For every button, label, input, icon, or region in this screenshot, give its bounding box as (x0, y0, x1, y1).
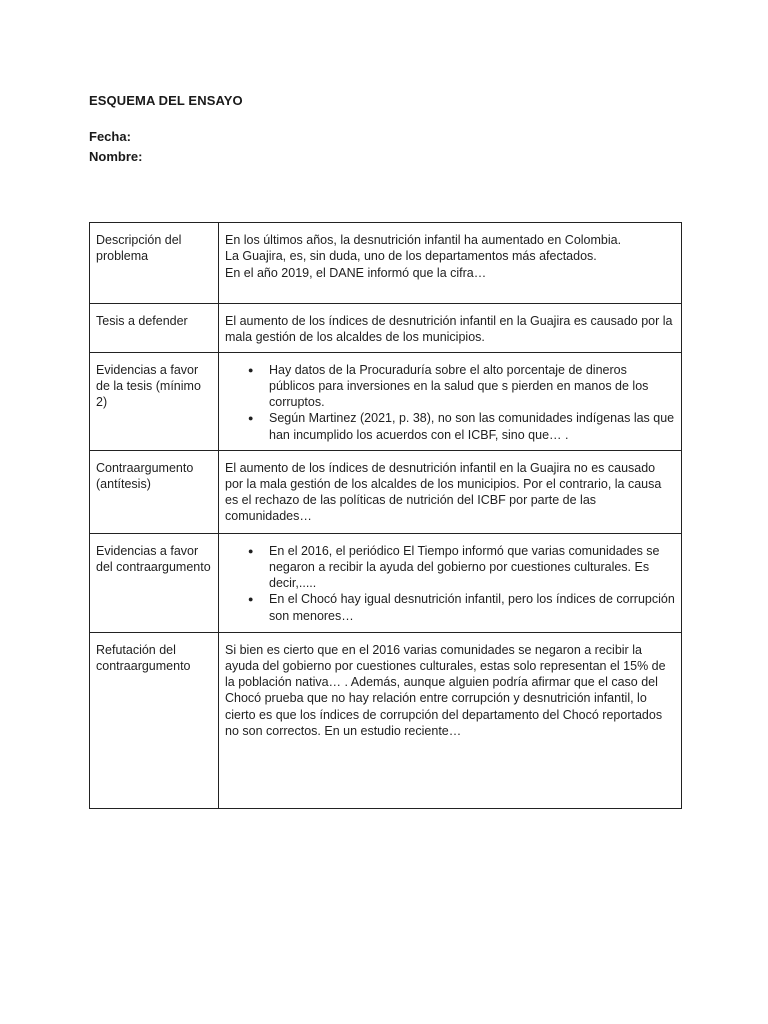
list-item: ● Hay datos de la Procuraduría sobre el alto porcentaje de dineros públicos para inversiones en la salud que s pierden en manos de los corruptos. (269, 362, 675, 411)
nombre-label: Nombre: (89, 149, 143, 164)
list-item: ● En el 2016, el periódico El Tiempo informó que varias comunidades se negaron a recibir la ayuda del gobierno por cuestiones culturales. Es decir,..... (269, 543, 675, 592)
row-content (219, 352, 682, 450)
row-content (219, 533, 682, 632)
evidence-list (225, 362, 675, 443)
table-row-counterargument-evidence (90, 533, 682, 632)
table-row-counterargument (90, 450, 682, 533)
list-item: ● Según Martinez (2021, p. 38), no son las comunidades indígenas las que han incumplido los acuerdos con el ICBF, sino que… . (269, 410, 675, 443)
essay-outline-table (89, 222, 682, 809)
content-line: En los últimos años, la desnutrición infantil ha aumentado en Colombia. (225, 233, 622, 247)
row-label: Tesis a defender (90, 304, 219, 353)
row-content: El aumento de los índices de desnutrición infantil en la Guajira no es causado por la mala gestión de los alcaldes de los municipios. Por el contrario, la causa es el rechazo de las políticas de nutrición del ICBF por parte de las comunidades… (219, 450, 682, 533)
row-content: El aumento de los índices de desnutrición infantil en la Guajira es causado por la mala gestión de los alcaldes de los municipios. (219, 304, 682, 353)
table-row-refutation (90, 632, 682, 808)
page-title: ESQUEMA DEL ENSAYO (89, 93, 243, 108)
row-content (219, 223, 682, 304)
row-content: Si bien es cierto que en el 2016 varias comunidades se negaron a recibir la ayuda del gobierno por cuestiones culturales, estas solo representan el 15% de la población nativa… . Además, aunque alguien podría afirmar que el caso del Chocó prueba que no hay relación entre corrupción y desnutrición infantil, lo cierto es que los índices de corrupción del departamento del Chocó reportados no son correctos. En un estudio reciente… (219, 632, 682, 808)
list-item: ● En el Chocó hay igual desnutrición infantil, pero los índices de corrupción son menores… (269, 591, 675, 624)
row-label: Refutación del contraargumento (90, 632, 219, 808)
table-row-problem-description (90, 223, 682, 304)
table-row-thesis (90, 304, 682, 353)
row-label: Evidencias a favor del contraargumento (90, 533, 219, 632)
content-line: En el año 2019, el DANE informó que la cifra… (225, 265, 487, 280)
content-line: La Guajira, es, sin duda, uno de los departamentos más afectados. (225, 249, 597, 264)
table-row-thesis-evidence (90, 352, 682, 450)
row-label: Contraargumento (antítesis) (90, 450, 219, 533)
row-label: Evidencias a favor de la tesis (mínimo 2) (90, 352, 219, 450)
fecha-label: Fecha: (89, 129, 131, 144)
evidence-list (225, 543, 675, 624)
row-label: Descripción del problema (90, 223, 219, 304)
